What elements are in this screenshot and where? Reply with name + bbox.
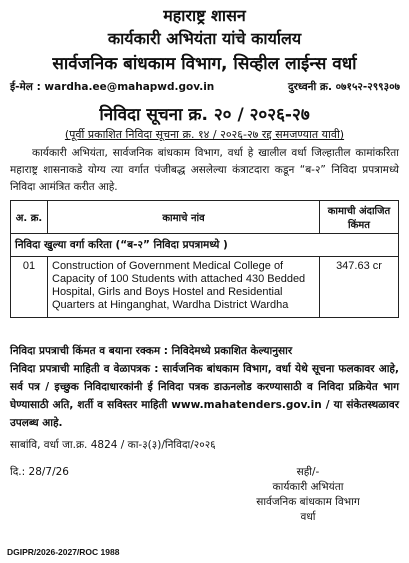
reference-line: साबांवि, वर्धा जा.क्र. 4824 / का-३(३)/निविदा/२०२६ — [10, 439, 216, 451]
category-row — [11, 234, 399, 257]
table-row — [11, 257, 399, 318]
notice-title: निविदा सूचना क्र. २० / २०२६-२७ — [99, 105, 310, 125]
col-cost-header: कामाची अंदाजित किंमत — [320, 201, 399, 234]
signature-sd: सही/- — [296, 466, 320, 478]
works-table — [10, 200, 399, 318]
signature-place: वर्धा — [300, 511, 316, 523]
category-label: निविदा खुल्या वर्गा करिता (“ब-२” निविदा प्रपत्रामध्ये ) — [11, 234, 399, 257]
row-work-name: Construction of Government Medical College of Capacity of 100 Students with attached 430 Bedded Hospital, Girls and Boys Hostel and Residential Quarters at Hinganghat, Wardha District Wardha — [48, 257, 320, 318]
col-work-header: कामाचे नांव — [48, 201, 320, 234]
col-sr-header: अ. क्र. — [11, 201, 48, 234]
signature-block — [218, 465, 398, 525]
email-text: ई-मेल : wardha.ee@mahapwd.gov.in — [10, 81, 215, 93]
website-suffix: / या संकेतस्थळावर उपलब्ध आहे. — [10, 399, 399, 429]
signature-dept: सार्वजनिक बांधकाम विभाग — [256, 496, 360, 508]
signature-title: कार्यकारी अभियंता — [272, 481, 344, 493]
previous-notice-note: (पूर्वी प्रकाशित निविदा सूचना क्र. १४ / २०२६-२७ रद्द समजण्यात यावी) — [64, 128, 345, 141]
office-heading: कार्यकारी अभियंता यांचे कार्यालय — [107, 29, 302, 48]
intro-paragraph: कार्यकारी अभियंता, सार्वजनिक बांधकाम विभाग, वर्धा हे खालील वर्धा जिल्हातील कामांकरिता महाराष्ट्र शासनाकडे योग्य त्या वर्गात पंजीबद्ध असलेल्या कंत्राटदारा कडून “ब-२” निविदा प्रपत्रामध्ये निविदा आमंत्रित करीत आहे. — [10, 147, 399, 193]
department-heading: सार्वजनिक बांधकाम विभाग, सिव्हील लाईन्स वर्धा — [52, 54, 357, 74]
govt-heading: महाराष्ट्र शासन — [163, 6, 246, 25]
details-text: निविदा प्रपत्राची माहिती व वेळापत्रक : सार्वजनिक बांधकाम विभाग, वर्धा येथे सूचना फलकावर आहे, सर्व पत्र / इच्छुक निविदाधारकांनी ई निविदा पत्रक डाऊनलोड करण्यासाठी व निविदा प्रक्रियेत भाग घेण्यासाठी अति, शर्ती व सविस्तर माहिती — [10, 363, 399, 411]
date-line: दि.: 28/7/26 — [10, 466, 69, 478]
release-code: DGIPR/2026-2027/ROC 1988 — [7, 547, 120, 557]
row-sr: 01 — [11, 257, 48, 318]
row-cost: 347.63 cr — [320, 257, 399, 318]
phone-text: दुरध्वनी क्र. ०७१५२-२९९३०७ — [288, 81, 400, 93]
details-paragraph — [10, 360, 399, 432]
website-link[interactable]: www.mahatenders.gov.in — [171, 399, 322, 411]
price-line: निविदा प्रपत्राची किंमत व बयाना रक्कम : निविदेमध्ये प्रकाशित केल्यानुसार — [10, 345, 293, 357]
table-header-row — [11, 201, 399, 234]
